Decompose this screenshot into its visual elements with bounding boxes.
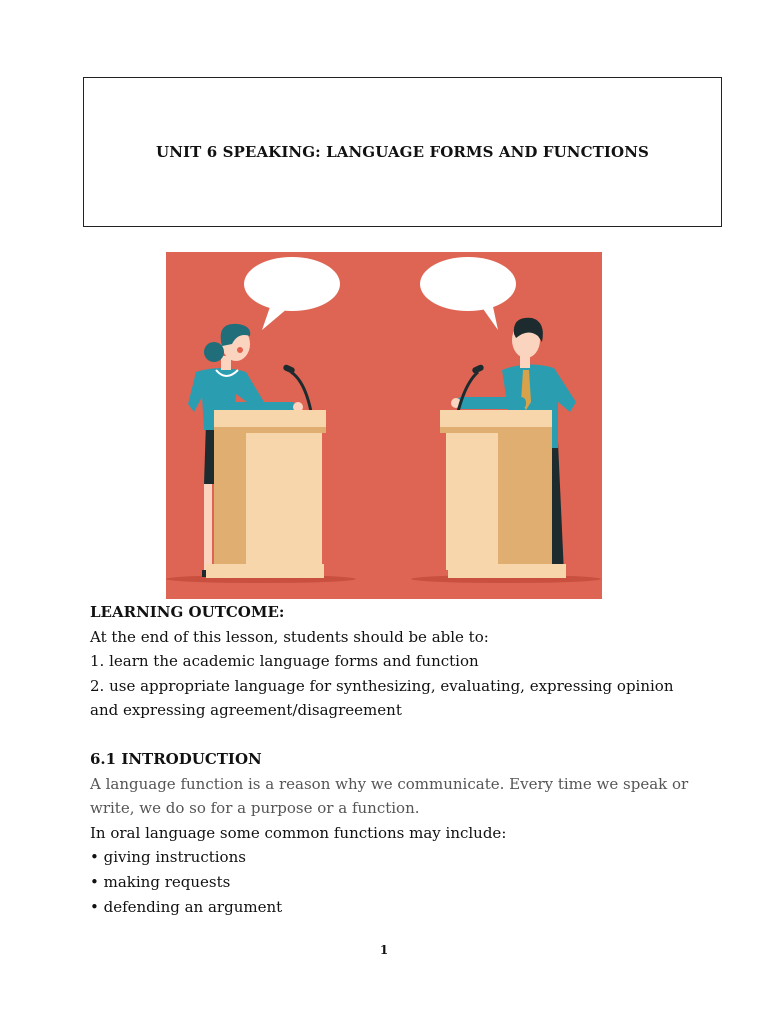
page-number: 1: [379, 943, 389, 957]
right-podium: [440, 410, 566, 578]
learning-outcome-item: and expressing agreement/disagreement: [90, 701, 402, 720]
content: [90, 600, 690, 919]
title-box: [83, 77, 722, 227]
function-bullet: • defending an argument: [90, 897, 283, 916]
function-bullet: • making requests: [90, 872, 231, 891]
function-bullet: • giving instructions: [90, 848, 246, 867]
left-podium: [206, 410, 326, 578]
functions-intro: In oral language some common functions may include:: [90, 823, 507, 842]
learning-outcome-item: 2. use appropriate language for synthesizing, evaluating, expressing opinion: [90, 676, 674, 695]
debate-illustration: [166, 252, 602, 599]
page-title: UNIT 6 SPEAKING: LANGUAGE FORMS AND FUNCTIONS: [156, 143, 649, 161]
learning-outcome-heading: LEARNING OUTCOME:: [90, 603, 285, 621]
introduction-heading: 6.1 INTRODUCTION: [90, 749, 262, 768]
spacer: [90, 723, 690, 747]
learning-outcome-item: 1. learn the academic language forms and function: [90, 652, 479, 671]
learning-outcome-intro: At the end of this lesson, students should be able to:: [90, 627, 489, 646]
introduction-line: write, we do so for a purpose or a function.: [90, 799, 420, 818]
introduction-line: A language function is a reason why we communicate. Every time we speak or: [90, 774, 689, 793]
